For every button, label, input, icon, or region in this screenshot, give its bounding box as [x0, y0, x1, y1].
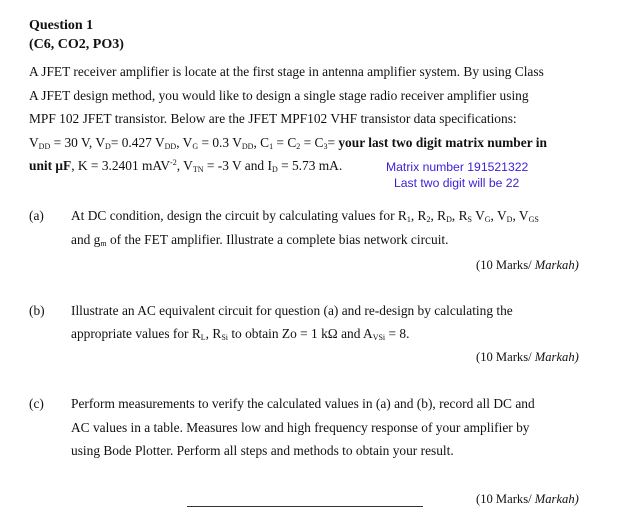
matrix-note-line-1: Matrix number 191521322 [386, 160, 529, 174]
intro-line-2: A JFET design method, you would like to design a single stage radio receiver amplifier using [29, 88, 529, 103]
marks-text: (10 Marks/ [476, 492, 535, 506]
intro-line-1: A JFET receiver amplifier is locate at the first stage in antenna amplifier system. By using Class [29, 64, 544, 79]
marks-text: (10 Marks/ [476, 350, 535, 364]
bottom-divider [187, 506, 423, 507]
spec-bold-text: your last two digit matrix number in [338, 135, 547, 150]
marks-italic: Markah) [534, 492, 579, 506]
part-c-line-1: Perform measurements to verify the calculated values in (a) and (b), record all DC and [71, 396, 535, 411]
unit-bold: unit μF [29, 158, 72, 173]
part-c-marks [476, 492, 579, 507]
part-b-line-1: Illustrate an AC equivalent circuit for question (a) and re-design by calculating the [71, 303, 513, 318]
part-c-line-3: using Bode Plotter. Perform all steps and methods to obtain your result. [71, 443, 454, 458]
question-codes: (C6, CO2, PO3) [29, 37, 124, 52]
marks-italic: Markah) [534, 350, 579, 364]
part-a-label: (a) [29, 208, 44, 223]
spec-line-2: unit μF, K = 3.2401 mAV$^{-2}$, $V_{TN} = -3$ V and $I_D = 5.73$ mA. [29, 158, 343, 174]
part-a-line-2: and $g_m$ of the FET amplifier. Illustrate a complete bias network circuit. [71, 232, 449, 248]
marks-italic: Markah) [534, 258, 579, 272]
spec-line-1: $V_{DD} = 30$ V, $V_D= 0.427$ $V_{DD}$, $V_G = 0.3$ $V_{DD}$, $C_1 = C_2 = C_3=$ your last two digit matrix number in [29, 135, 547, 151]
part-b-marks [476, 350, 579, 365]
part-c-label: (c) [29, 396, 44, 411]
part-c-line-2: AC values in a table. Measures low and high frequency response of your amplifier by [71, 420, 530, 435]
part-b-line-2: appropriate values for $R_L$, $R_{Si}$ to obtain Zo = 1 kΩ and $A_{VSi} = 8$. [71, 326, 410, 342]
matrix-note-line-2: Last two digit will be 22 [394, 176, 520, 190]
question-title: Question 1 [29, 18, 94, 33]
part-a-line-1: At DC condition, design the circuit by calculating values for $R_1$, $R_2$, $R_D$, $R_S$ $V_G$, $V_D$, $V_{GS}$ [71, 208, 539, 224]
intro-line-3: MPF 102 JFET transistor. Below are the JFET MPF102 VHF transistor data specifications: [29, 111, 517, 126]
part-b-label: (b) [29, 303, 45, 318]
marks-text: (10 Marks/ [476, 258, 535, 272]
part-a-marks [476, 258, 579, 273]
